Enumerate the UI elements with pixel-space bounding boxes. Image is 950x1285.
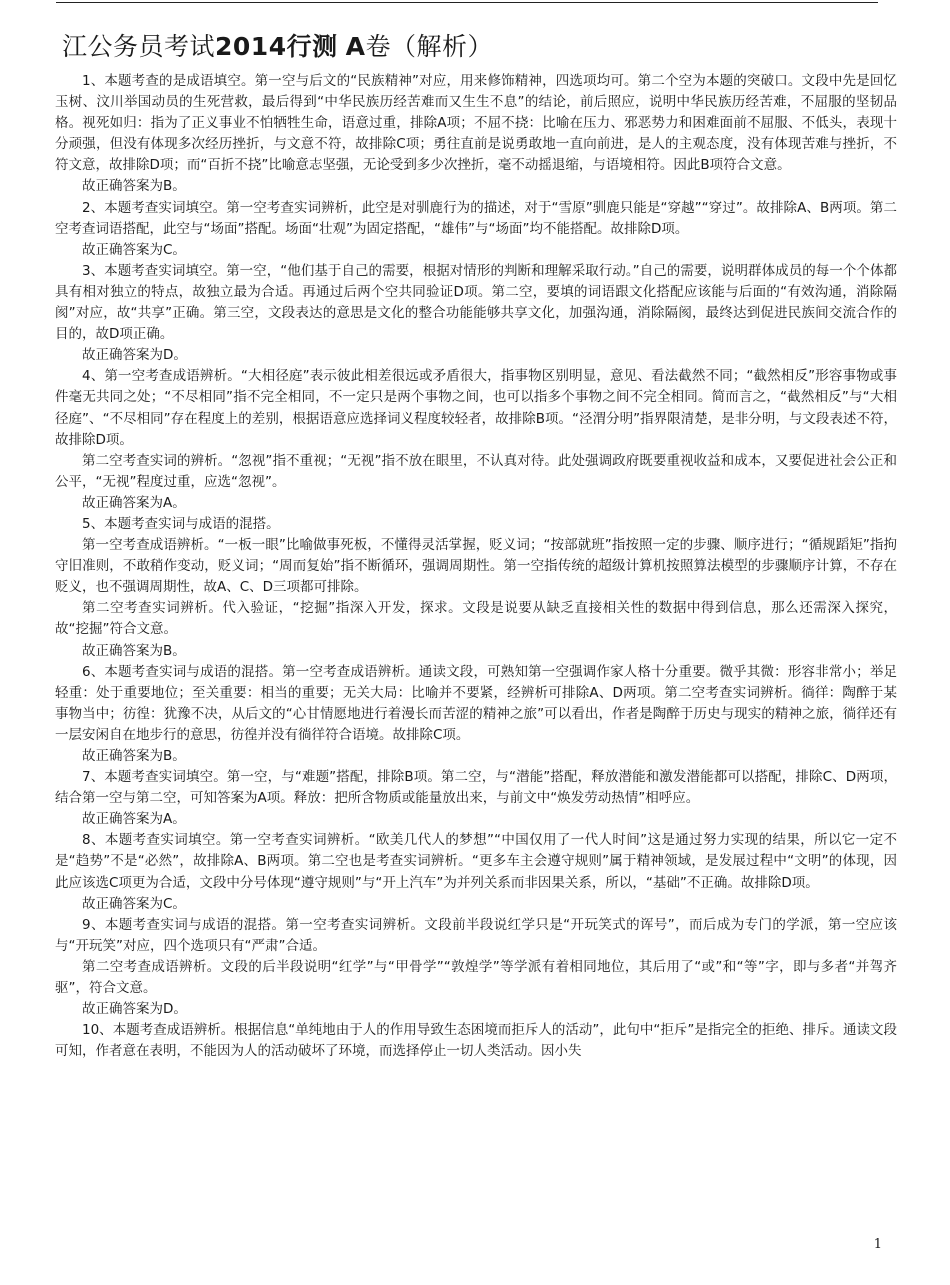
paragraph-q9-part2: 第二空考查成语辨析。文段的后半段说明“红学”与“甲骨学”“敦煌学”等学派有着相同地位，其后用了“或”和“等”字，即与多者“并驾齐驱”，符合文意。 — [55, 958, 897, 997]
paragraph-q6: 6、本题考查实词与成语的混搭。第一空考查成语辨析。通读文段，可熟知第一空强调作家人格十分重要。微乎其微：形容非常小；举足轻重：处于重要地位；至关重要：相当的重要；无关大局：比喻并不要紧，经辨析可排除A、D两项。第二空考查实词辨析。徜徉：陶醉于某事物当中；彷徨：犹豫不决，从后文的“心甘情愿地进行着漫长而苦涩的精神之旅”可以看出，作者是陶醉于历史与现实的精神之旅，徜徉还有一层安闲自在地步行的意思，彷徨并没有徜徉符合语境。故排除C项。 — [55, 663, 897, 743]
paragraph-q10: 10、本题考查成语辨析。根据信息“单纯地由于人的作用导致生态困境而拒斥人的活动”，此句中“拒斥”是指完全的拒绝、排斥。通读文段可知，作者意在表明，不能因为人的活动破坏了环境，而选择停止一切人类活动。因小失 — [55, 1022, 897, 1060]
answer-q1: 故正确答案为B。 — [82, 178, 186, 195]
title-suffix: 卷（解析） — [365, 31, 493, 61]
answer-q5: 故正确答案为B。 — [82, 642, 186, 659]
answer-q8: 故正确答案为C。 — [82, 895, 186, 912]
answer-q9: 故正确答案为D。 — [82, 1001, 187, 1018]
document-body — [55, 71, 897, 1062]
paragraph-q5-part1: 第一空考查成语辨析。“一板一眼”比喻做事死板，不懂得灵活掌握，贬义词；“按部就班”指按照一定的步骤、顺序进行；“循规蹈矩”指拘守旧准则，不敢稍作变动，贬义词；“周而复始”指不断循环，强调周期性。第一空指传统的超级计算机按照算法模型的步骤顺序计算，不存在贬义，也不强调周期性，故A、C、D三项都可排除。 — [55, 537, 897, 596]
title-year: 2014行测 — [215, 31, 338, 61]
answer-q2: 故正确答案为C。 — [82, 241, 186, 258]
page-title — [62, 31, 882, 63]
answer-q7: 故正确答案为A。 — [82, 811, 186, 828]
paragraph-q4: 4、第一空考查成语辨析。“大相径庭”表示彼此相差很远或矛盾很大，指事物区别明显，意见、看法截然不同；“截然相反”形容事物或事件毫无共同之处；“不尽相同”指不完全相同，不一定只是两个事物之间，也可以指多个事物之间不完全相同。简而言之，“截然相反”与“大相径庭”、“不尽相同”存在程度上的差别，根据语意应选择词义程度较轻者，故排除B项。“泾渭分明”指界限清楚，是非分明，与文段表述不符，故排除D项。 — [55, 368, 897, 448]
paragraph-q5-part2: 第二空考查实词辨析。代入验证，“挖掘”指深入开发，探求。文段是说要从缺乏直接相关性的数据中得到信息，那么还需深入探究，故“挖掘”符合文意。 — [55, 600, 897, 638]
paragraph-q9: 9、本题考查实词与成语的混搭。第一空考查实词辨析。文段前半段说红学只是“开玩笑式的诨号”，而后成为专门的学派，第一空应该与“开玩笑”对应，四个选项只有“严肃”合适。 — [55, 916, 897, 954]
title-label: A — [345, 31, 366, 61]
answer-q6: 故正确答案为B。 — [82, 748, 186, 764]
top-rule — [56, 2, 878, 3]
page-number: 1 — [873, 1237, 882, 1252]
paragraph-q5: 5、本题考查实词与成语的混搭。 — [82, 515, 280, 532]
paragraph-q1: 1、本题考查的是成语填空。第一空与后文的“民族精神”对应，用来修饰精神，四选项均可。第二个空为本题的突破口。文段中先是回忆玉树、汶川举国动员的生死营救，最后得到“中华民族历经苦难而又生生不息”的结论，前后照应，说明中华民族历经苦难，不屈服的坚韧品格。视死如归：指为了正义事业不怕牺牲生命，语意过重，排除A项；不屈不挠：比喻在压力、邪恶势力和困难面前不屈服、不低头，表现十分顽强，但没有体现多次经历挫折，与文意不符，故排除C项；勇往直前是说勇敢地一直向前进，是人的主观态度，没有体现苦难与挫折，不符文意，故排除D项；而“百折不挠”比喻意志坚强，无论受到多少次挫折，毫不动摇退缩，与语境相符。因此B项符合文意。 — [55, 73, 897, 174]
answer-q4: 故正确答案为A。 — [82, 494, 186, 511]
paragraph-q3: 3、本题考查实词填空。第一空，“他们基于自己的需要，根据对情形的判断和理解采取行动。”自己的需要，说明群体成员的每一个个体都具有相对独立的特点，故独立最为合适。再通过后两个空共同验证D项。第二空，要填的词语跟文化搭配应该能与后面的“有效沟通，消除隔阂”对应，故“共享”正确。第三空，文段表达的意思是文化的整合功能能够共享文化，加强沟通，消除隔阂，最终达到促进民族间交流合作的目的，故D项正确。 — [55, 262, 897, 343]
paragraph-q7: 7、本题考查实词填空。第一空，与“难题”搭配，排除B项。第二空，与“潜能”搭配，释放潜能和激发潜能都可以搭配，排除C、D两项，结合第一空与第二空，可知答案为A项。释放：把所含物质或能量放出来，与前文中“焕发劳动热情”相呼应。 — [55, 769, 897, 807]
paragraph-q2: 2、本题考查实词填空。第一空考查实词辨析，此空是对驯鹿行为的描述，对于“雪原”驯鹿只能是“穿越”“穿过”。故排除A、B两项。第二空考查词语搭配，此空与“场面”搭配。场面“壮观”为固定搭配，“雄伟”与“场面”均不能搭配。故排除D项。 — [55, 199, 897, 237]
title-prefix: 江公务员考试 — [62, 31, 216, 61]
answer-q3: 故正确答案为D。 — [82, 347, 187, 364]
paragraph-q4-part2: 第二空考查实词的辨析。“忽视”指不重视；“无视”指不放在眼里，不认真对待。此处强调政府既要重视收益和成本，又要促进社会公正和公平，“无视”程度过重，应选“忽视”。 — [55, 452, 897, 490]
paragraph-q8: 8、本题考查实词填空。第一空考查实词辨析。“欧美几代人的梦想”“中国仅用了一代人时间”这是通过努力实现的结果，所以它一定不是“趋势”不是“必然”，故排除A、B两项。第二空也是考查实词辨析。“更多车主会遵守规则”属于精神领域，是发展过程中“文明”的体现，因此应该选C项更为合适，文段中分号体现“遵守规则”与“开上汽车”为并列关系而非因果关系，所以，“基础”不正确。故排除D项。 — [55, 832, 897, 891]
